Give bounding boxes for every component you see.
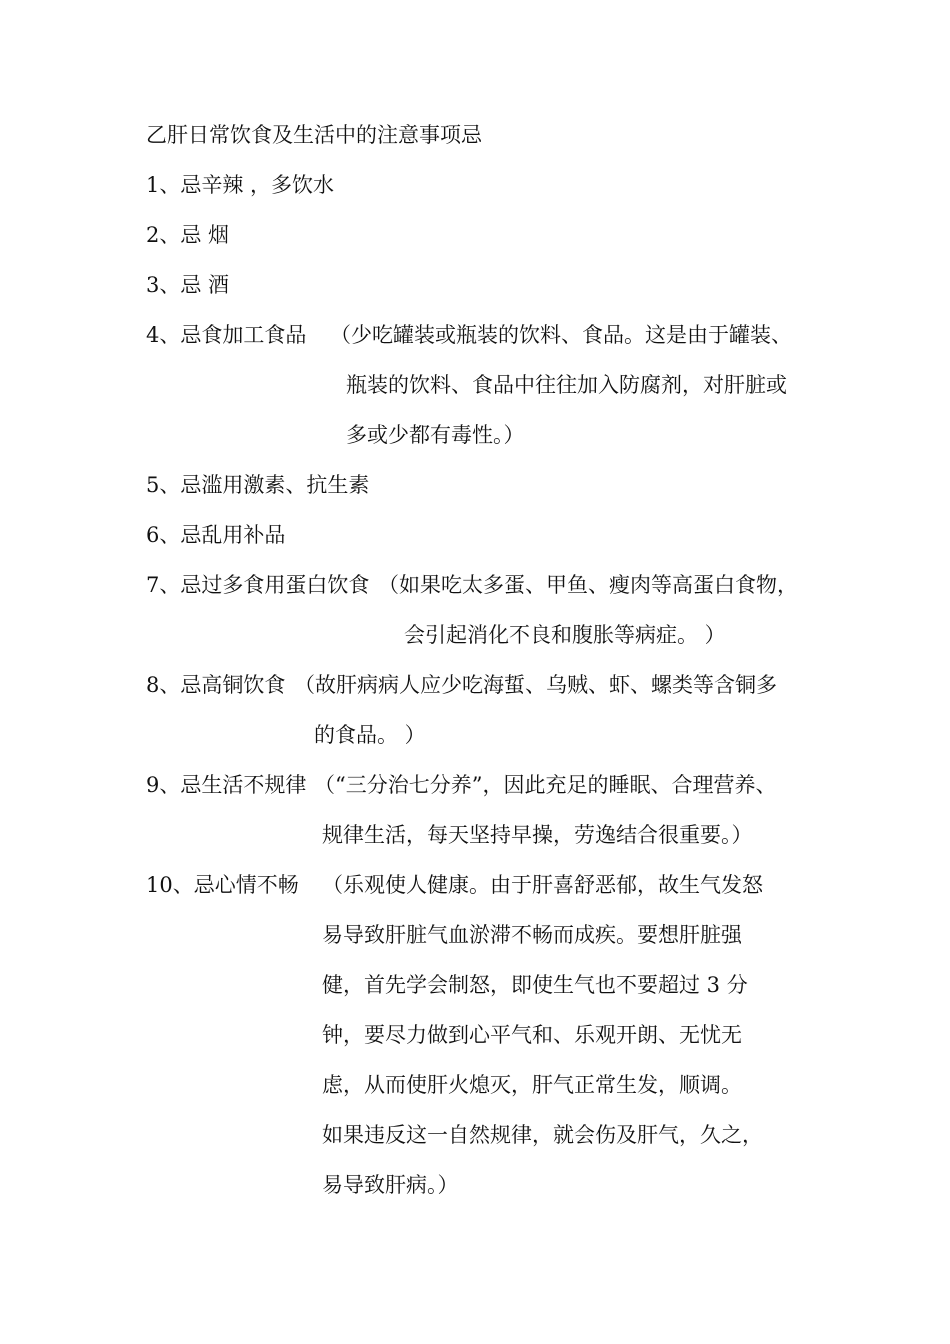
item-10-detail-line: 易导致肝病。）	[322, 1173, 459, 1197]
item-8-detail-line: 的食品。 ）	[314, 723, 426, 747]
item-10-detail-line: （乐观使人健康。由于肝喜舒恶郁，故生气发怒	[322, 873, 763, 897]
item-10-detail-line: 易导致肝脏气血淤滞不畅而成疾。要想肝脏强	[322, 923, 742, 947]
item-4-detail-line: （少吃罐装或瓶装的饮料、食品。这是由于罐装、	[330, 323, 792, 347]
item-8-label: 8、忌高铜饮食	[146, 673, 286, 697]
item-10-detail-line: 健，首先学会制怒，即使生气也不要超过 3 分	[322, 973, 748, 997]
item-4-detail-line: 多或少都有毒性。）	[346, 423, 525, 447]
item-3-label: 3、忌 酒	[146, 273, 230, 297]
item-10-label: 10、忌心情不畅	[146, 873, 299, 897]
item-4-detail-line: 瓶装的饮料、食品中往往加入防腐剂，对肝脏或	[346, 373, 787, 397]
item-8-detail-line: （故肝病病人应少吃海蜇、乌贼、虾、螺类等含铜多	[294, 673, 777, 697]
item-9-detail-line: （“三分治七分养”，因此充足的睡眠、合理营养、	[314, 773, 777, 797]
item-10-detail-line: 虑，从而使肝火熄灭，肝气正常生发，顺调。	[322, 1073, 742, 1097]
item-7-detail-line: （如果吃太多蛋、甲鱼、瘦肉等高蛋白食物，	[378, 573, 798, 597]
document-title: 乙肝日常饮食及生活中的注意事项忌	[146, 123, 482, 147]
item-5-label: 5、忌滥用激素、抗生素	[146, 473, 370, 497]
item-7-detail-line: 会引起消化不良和腹胀等病症。 ）	[404, 623, 726, 647]
item-10-detail-line: 如果违反这一自然规律，就会伤及肝气，久之，	[322, 1123, 763, 1147]
item-2-label: 2、忌 烟	[146, 223, 230, 247]
item-6-label: 6、忌乱用补品	[146, 523, 286, 547]
item-10-detail-line: 钟，要尽力做到心平气和、乐观开朗、无忧无	[322, 1023, 742, 1047]
item-4-label: 4、忌食加工食品	[146, 323, 307, 347]
item-7-label: 7、忌过多食用蛋白饮食	[146, 573, 370, 597]
item-9-detail-line: 规律生活，每天坚持早操，劳逸结合很重要。）	[322, 823, 753, 847]
item-1-label: 1、忌辛辣 ，多饮水	[146, 173, 335, 197]
item-9-label: 9、忌生活不规律	[146, 773, 307, 797]
